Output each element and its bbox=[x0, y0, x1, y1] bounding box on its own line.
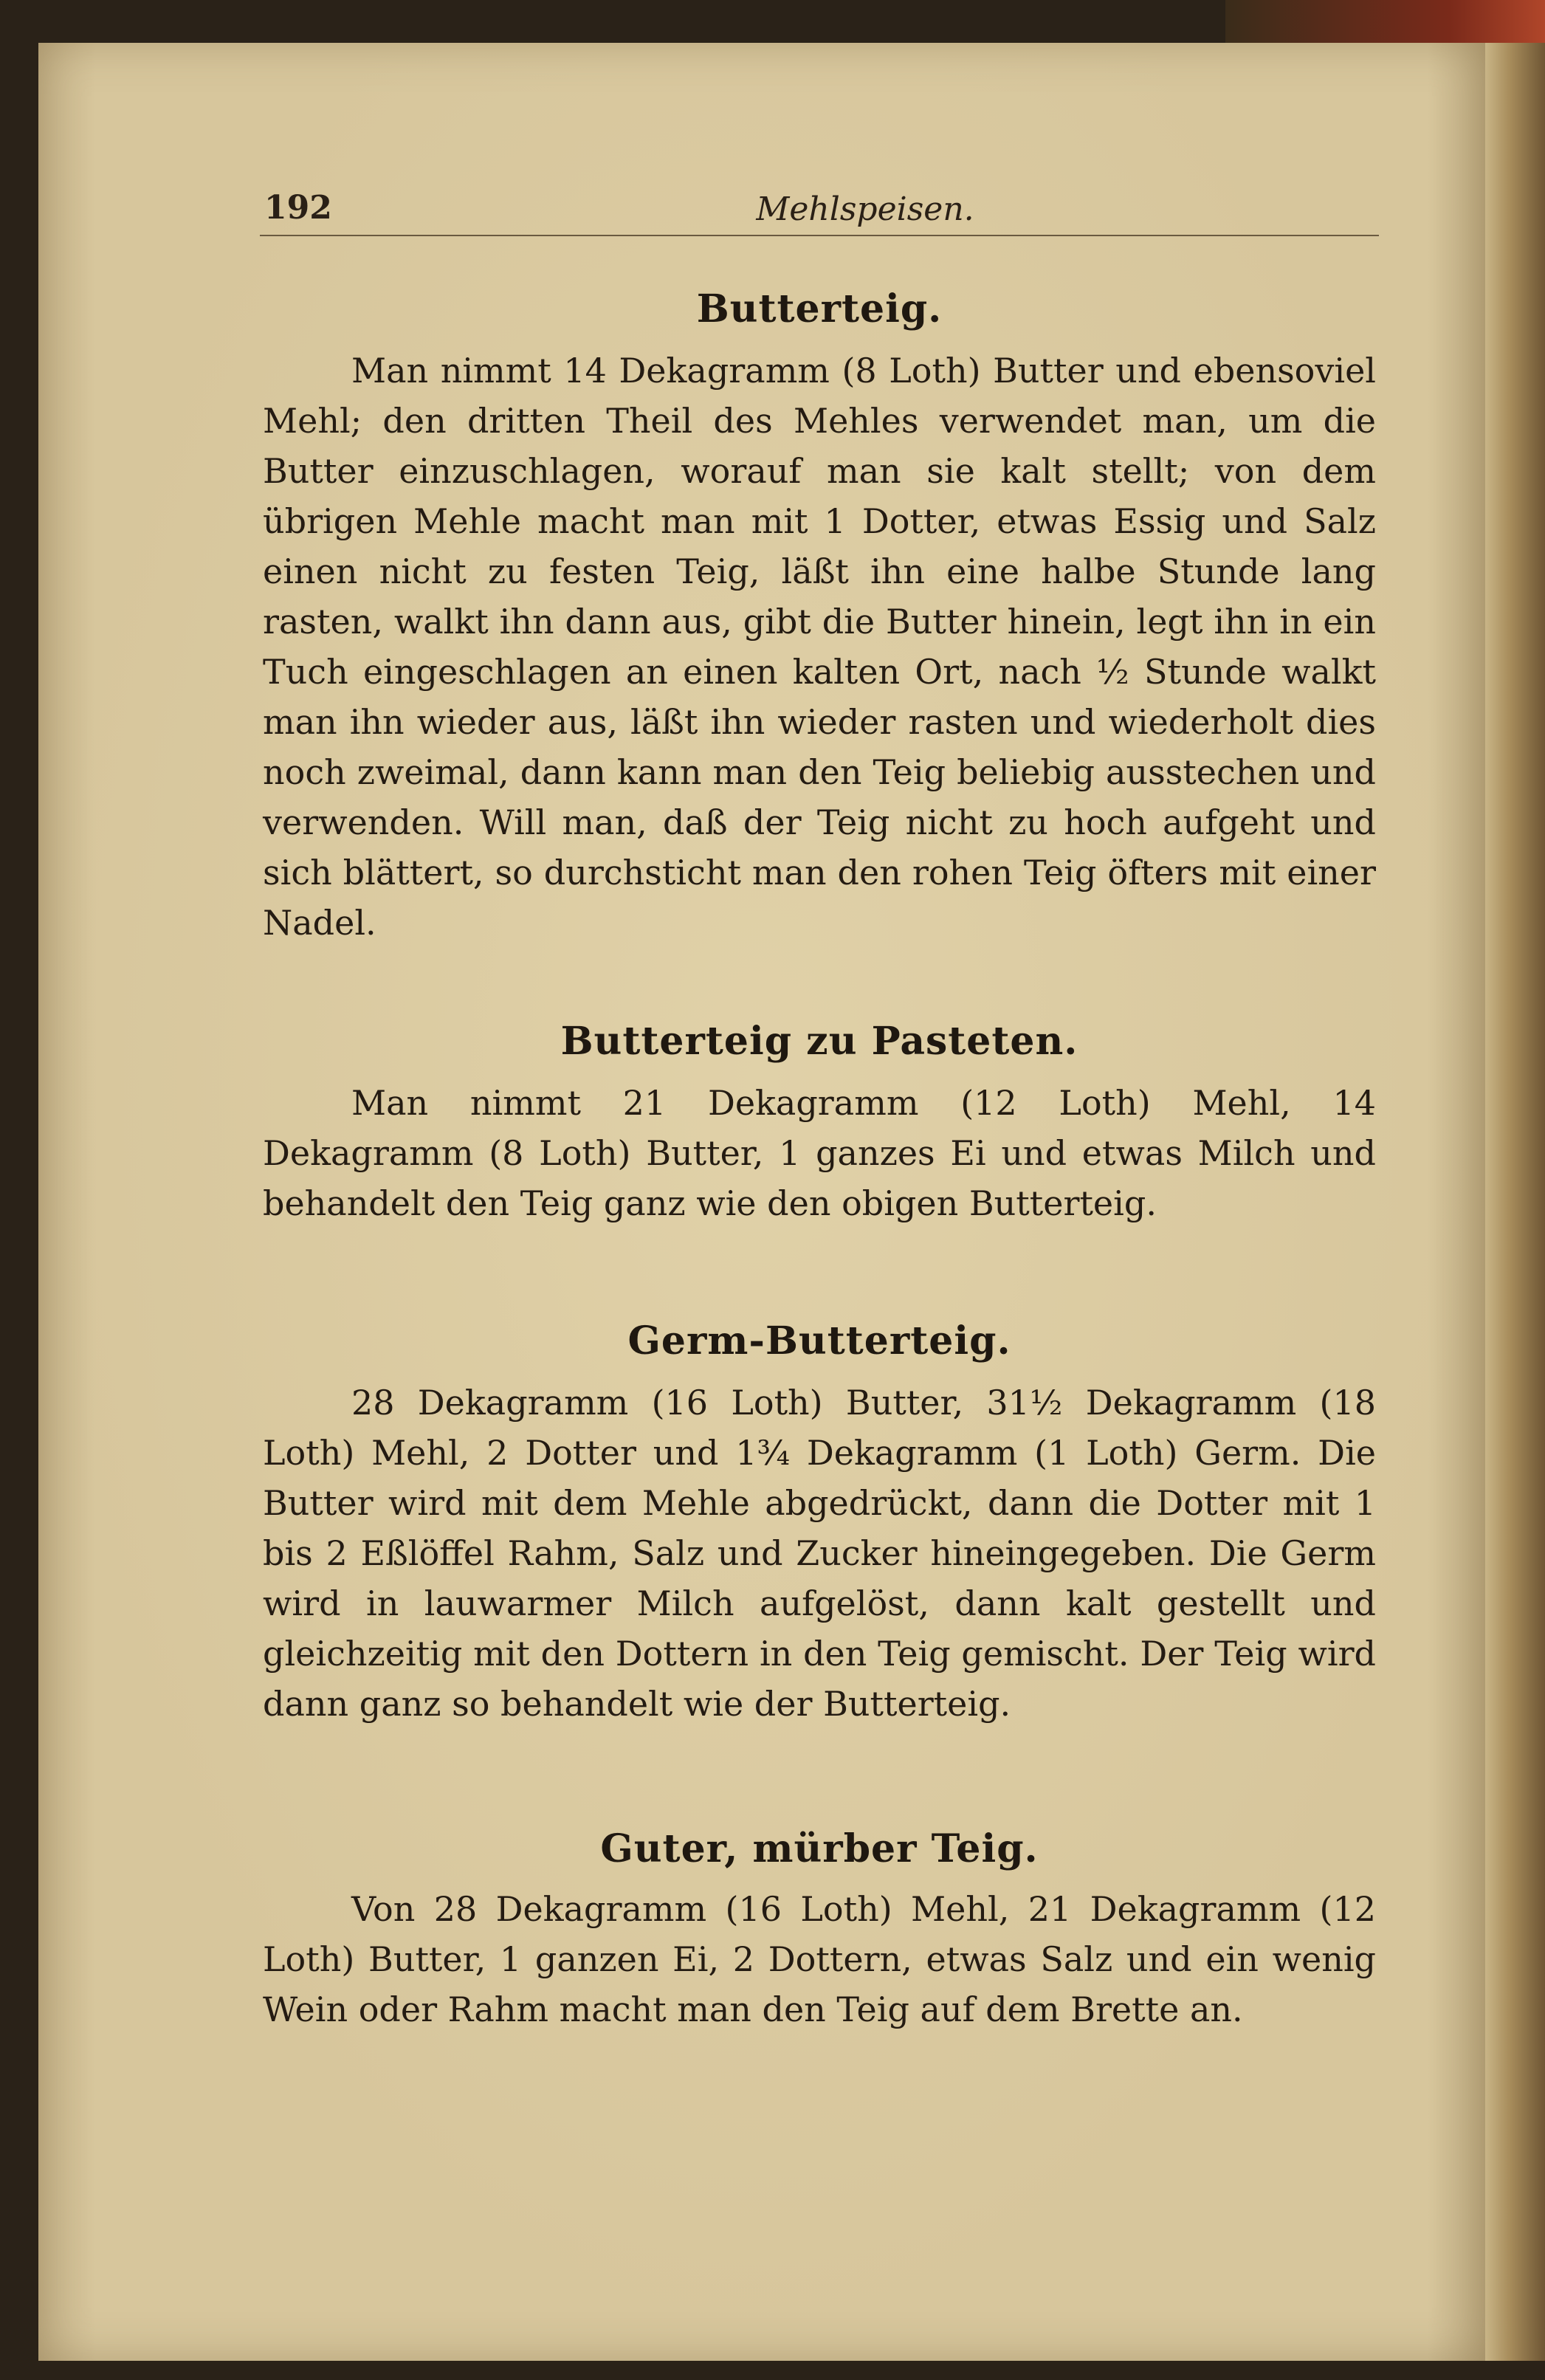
section-body-germ-butterteig: 28 Dekagramm (16 Loth) Butter, 31½ Dekagramm (18 Loth) Mehl, 2 Dotter und 1¾ Dekagramm (1 Loth) Germ. Die Butter wird mit dem Mehle abgedrückt, dann die Dotter mit 1 bis 2 Eßlöffel Rahm, Salz und Zucker hineingegeben. Die Germ wird in lauwarmer Milch aufgelöst, dann kalt gestellt und gleichzeitig mit den Dottern in den Teig gemischt. Der Teig wird dann ganz so behandelt wie der Butterteig. bbox=[263, 1383, 1376, 1724]
section-title-muerber-teig: Guter, mürber Teig. bbox=[600, 1826, 1039, 1871]
page-header bbox=[260, 189, 1379, 236]
page-number: 192 bbox=[264, 189, 332, 227]
section-title-butterteig: Butterteig. bbox=[696, 286, 943, 331]
book-spine bbox=[1485, 43, 1545, 2361]
section-body-butterteig: Man nimmt 14 Dekagramm (8 Loth) Butter und ebensoviel Mehl; den dritten Theil des Mehles verwendet man, um die Butter einzuschlagen, worauf man sie kalt stellt; von dem übrigen Mehle macht man mit 1 Dotter, etwas Essig und Salz einen nicht zu festen Teig, läßt ihn eine halbe Stunde lang rasten, walkt ihn dann aus, gibt die Butter hinein, legt ihn in ein Tuch eingeschlagen an einen kalten Ort, nach ½ Stunde walkt man ihn wieder aus, läßt ihn wieder rasten und wiederholt dies noch zweimal, dann kann man den Teig beliebig ausstechen und verwenden. Will man, daß der Teig nicht zu hoch aufgeht und sich blättert, so durchsticht man den rohen Teig öfters mit einer Nadel. bbox=[263, 351, 1376, 943]
running-title: Mehlspeisen. bbox=[756, 190, 974, 228]
section-body-butterteig-pasteten: Man nimmt 21 Dekagramm (12 Loth) Mehl, 14 Dekagramm (8 Loth) Butter, 1 ganzes Ei und etwas Milch und behandelt den Teig ganz wie den obigen Butterteig. bbox=[263, 1083, 1376, 1223]
section-title-germ-butterteig: Germ-Butterteig. bbox=[627, 1318, 1011, 1363]
section-title-butterteig-pasteten: Butterteig zu Pasteten. bbox=[560, 1019, 1078, 1064]
section-body-muerber-teig: Von 28 Dekagramm (16 Loth) Mehl, 21 Dekagramm (12 Loth) Butter, 1 ganzen Ei, 2 Dottern, etwas Salz und ein wenig Wein oder Rahm macht man den Teig auf dem Brette an. bbox=[263, 1889, 1376, 2029]
book-edge-band bbox=[1225, 0, 1545, 43]
